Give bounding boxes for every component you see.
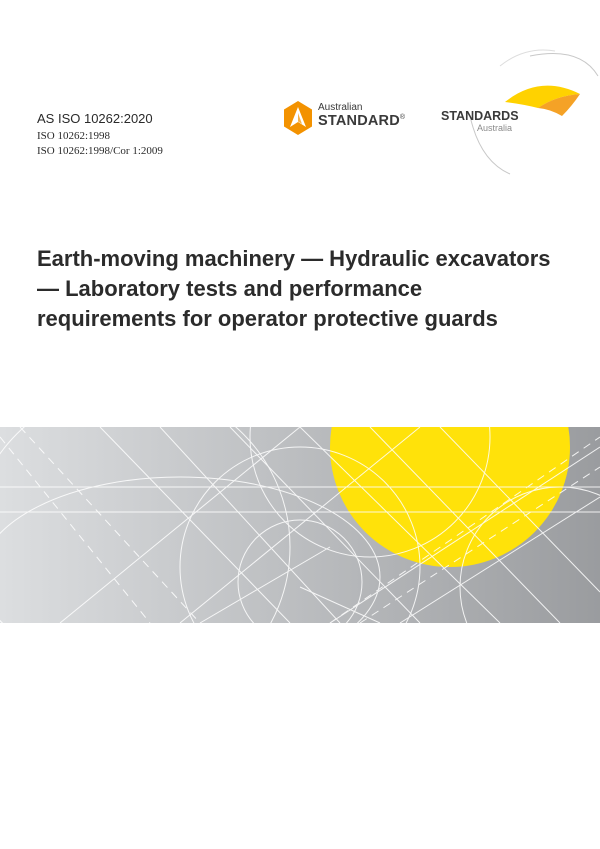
australian-standard-logo-line2: STANDARD®: [318, 113, 406, 129]
iso-reference: ISO 10262:1998: [37, 130, 111, 142]
standards-australia-logo-line2: Australia: [477, 123, 513, 133]
document-numbers: [37, 111, 163, 159]
standards-australia-logo: [430, 46, 600, 176]
standards-australia-logo-line1: STANDARDS: [441, 109, 519, 123]
registered-mark: ®: [399, 114, 406, 122]
corrigendum-reference: ISO 10262:1998/Cor 1:2009: [37, 145, 163, 157]
document-title: Earth-moving machinery — Hydraulic excavators — Laboratory tests and performance requirements for operator protective guards: [37, 246, 551, 331]
australian-standard-logo: [283, 101, 406, 139]
cover-banner-graphic: [0, 427, 600, 623]
australian-standard-logo-mark-icon: [283, 101, 313, 135]
australian-standard-logo-line1: Australian: [318, 102, 363, 113]
standard-number: AS ISO 10262:2020: [37, 111, 153, 126]
